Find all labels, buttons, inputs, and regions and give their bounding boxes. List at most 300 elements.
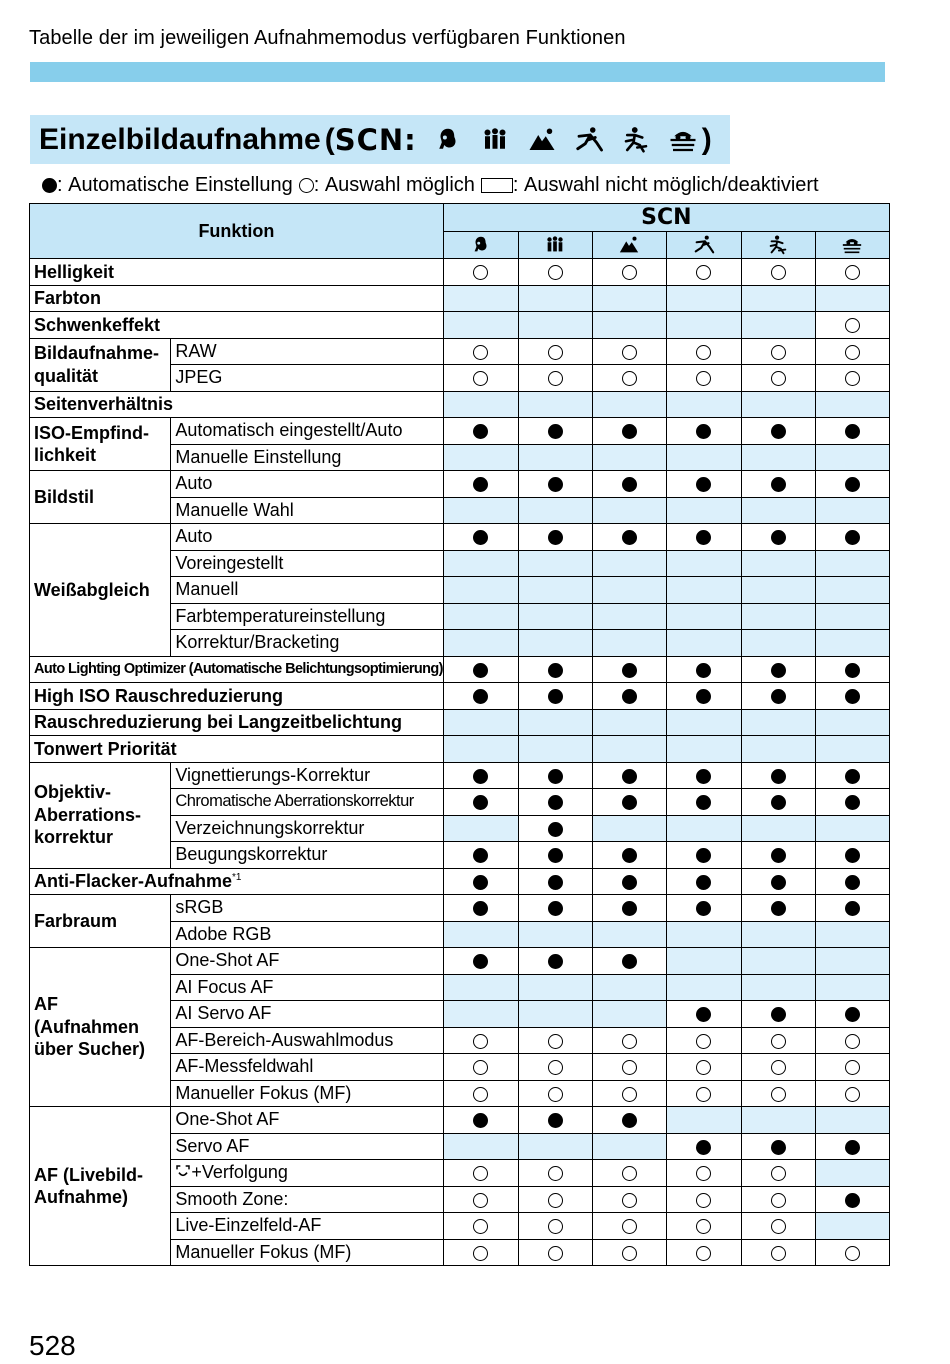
not-available-cell <box>815 285 889 312</box>
open-circle-icon <box>696 1166 711 1181</box>
selectable-cell <box>815 312 889 339</box>
sub-function-name: Voreingestellt <box>171 550 444 577</box>
table-row <box>30 338 890 365</box>
filled-dot-icon <box>622 954 637 969</box>
filled-dot-icon <box>622 1113 637 1128</box>
open-circle-icon <box>548 265 563 280</box>
filled-dot-icon <box>696 424 711 439</box>
filled-dot-icon <box>473 875 488 890</box>
open-circle-icon <box>473 1219 488 1234</box>
selectable-cell <box>592 259 666 286</box>
auto-cell <box>666 1133 741 1160</box>
not-available-cell <box>518 603 592 630</box>
auto-cell <box>815 524 889 551</box>
table-row <box>30 285 890 312</box>
filled-dot-icon <box>622 795 637 810</box>
not-available-cell <box>443 603 518 630</box>
legend-colon-3: : <box>512 174 525 196</box>
not-available-cell <box>666 550 741 577</box>
not-available-cell <box>815 1107 889 1134</box>
filled-dot-icon <box>696 477 711 492</box>
selectable-cell <box>741 338 815 365</box>
running-title: Tabelle der im jeweiligen Aufnahmemodus verfügbaren Funktionen <box>29 27 626 49</box>
not-available-cell <box>815 630 889 657</box>
selectable-cell <box>518 365 592 392</box>
open-circle-icon <box>473 1193 488 1208</box>
auto-cell <box>815 656 889 683</box>
sub-function-name: Beugungskorrektur <box>171 842 444 869</box>
filled-dot-icon <box>473 848 488 863</box>
selectable-cell <box>741 1213 815 1240</box>
selectable-cell <box>518 1080 592 1107</box>
group-photo-icon <box>480 125 510 155</box>
not-available-cell <box>518 1133 592 1160</box>
filled-dot-icon <box>845 689 860 704</box>
auto-cell <box>518 842 592 869</box>
filled-dot-icon <box>622 530 637 545</box>
open-circle-icon <box>771 1166 786 1181</box>
auto-cell <box>815 842 889 869</box>
auto-cell <box>592 895 666 922</box>
panning-icon <box>668 125 698 155</box>
filled-dot-icon <box>548 769 563 784</box>
auto-cell <box>741 1133 815 1160</box>
open-circle-icon <box>845 1246 860 1261</box>
auto-cell <box>666 895 741 922</box>
not-available-cell <box>592 974 666 1001</box>
filled-dot-icon <box>696 848 711 863</box>
not-available-cell <box>741 1107 815 1134</box>
sports-icon <box>693 234 715 256</box>
auto-cell <box>518 895 592 922</box>
not-available-cell <box>518 550 592 577</box>
open-circle-icon <box>473 345 488 360</box>
filled-dot-icon <box>845 663 860 678</box>
not-available-cell <box>592 312 666 339</box>
sub-function-name: Smooth Zone: <box>171 1186 444 1213</box>
filled-dot-icon <box>771 530 786 545</box>
auto-cell <box>741 895 815 922</box>
not-available-cell <box>592 577 666 604</box>
filled-dot-icon <box>771 795 786 810</box>
not-available-cell <box>741 709 815 736</box>
function-group-name: Bildstil <box>30 471 171 524</box>
auto-cell <box>815 762 889 789</box>
not-available-cell <box>815 709 889 736</box>
open-circle-icon <box>622 1060 637 1075</box>
selectable-cell <box>666 259 741 286</box>
filled-dot-icon <box>845 875 860 890</box>
header-row-1 <box>30 204 890 232</box>
not-available-cell <box>443 921 518 948</box>
selectable-cell <box>518 338 592 365</box>
auto-cell <box>443 683 518 710</box>
auto-cell <box>518 524 592 551</box>
auto-cell <box>518 868 592 895</box>
open-circle-icon <box>771 1060 786 1075</box>
sub-function-name: AF-Messfeldwahl <box>171 1054 444 1081</box>
sub-function-name: Manuelle Einstellung <box>171 444 444 471</box>
function-name: Rauschreduzierung bei Langzeitbelichtung <box>30 709 444 736</box>
function-name <box>30 868 444 895</box>
table-row <box>30 391 890 418</box>
kids-icon <box>621 125 651 155</box>
not-available-cell <box>741 603 815 630</box>
selectable-cell <box>815 1054 889 1081</box>
filled-dot-icon <box>622 663 637 678</box>
not-available-cell <box>666 815 741 842</box>
auto-cell <box>518 471 592 498</box>
function-name: Tonwert Priorität <box>30 736 444 763</box>
selectable-cell <box>592 1054 666 1081</box>
auto-cell <box>741 789 815 816</box>
not-available-cell <box>443 285 518 312</box>
filled-dot-icon <box>473 901 488 916</box>
sub-function-name: Verzeichnungskorrektur <box>171 815 444 842</box>
table-row <box>30 868 890 895</box>
not-available-cell <box>592 444 666 471</box>
filled-dot-icon <box>771 848 786 863</box>
not-available-cell <box>443 1133 518 1160</box>
not-available-cell <box>741 577 815 604</box>
not-available-cell <box>666 1107 741 1134</box>
open-circle-icon <box>548 1219 563 1234</box>
mode-column-header <box>666 232 741 259</box>
open-circle-icon <box>548 1060 563 1075</box>
not-available-cell <box>741 736 815 763</box>
filled-dot-icon <box>771 901 786 916</box>
auto-cell <box>443 656 518 683</box>
function-group-name: AF (Aufnahmen über Sucher) <box>30 948 171 1107</box>
auto-cell <box>592 868 666 895</box>
filled-dot-icon <box>473 1113 488 1128</box>
not-available-cell <box>815 497 889 524</box>
auto-cell <box>741 524 815 551</box>
open-circle-icon <box>622 345 637 360</box>
open-circle-icon <box>473 1087 488 1102</box>
filled-dot-icon <box>622 875 637 890</box>
not-available-cell <box>741 974 815 1001</box>
not-available-cell <box>518 312 592 339</box>
open-circle-icon <box>622 1166 637 1181</box>
open-circle-icon <box>771 1219 786 1234</box>
not-available-cell <box>815 550 889 577</box>
filled-dot-icon <box>473 954 488 969</box>
not-available-cell <box>666 312 741 339</box>
not-available-cell <box>443 312 518 339</box>
not-available-cell <box>815 948 889 975</box>
not-available-cell <box>443 391 518 418</box>
selectable-cell <box>741 259 815 286</box>
not-available-cell <box>518 1001 592 1028</box>
header-band <box>30 62 885 82</box>
auto-cell <box>666 656 741 683</box>
not-available-cell <box>666 285 741 312</box>
section-title: Einzelbildaufnahme <box>39 122 321 156</box>
not-available-cell <box>443 815 518 842</box>
not-available-cell <box>815 815 889 842</box>
open-circle-icon <box>845 345 860 360</box>
header-function: Funktion <box>30 204 444 259</box>
auto-cell <box>592 683 666 710</box>
table-row <box>30 1107 890 1134</box>
auto-cell <box>592 1107 666 1134</box>
landscape-icon <box>618 234 640 256</box>
sub-function-name: sRGB <box>171 895 444 922</box>
selectable-cell <box>518 1239 592 1266</box>
sub-function-name: Chromatische Aberrationskorrektur <box>171 789 444 816</box>
open-circle-icon <box>473 265 488 280</box>
filled-dot-icon <box>548 424 563 439</box>
not-available-cell <box>518 444 592 471</box>
filled-dot-icon <box>845 795 860 810</box>
not-available-cell <box>666 974 741 1001</box>
sub-function-text: +Verfolgung <box>191 1162 288 1183</box>
table-row <box>30 895 890 922</box>
open-circle-icon <box>548 1087 563 1102</box>
filled-dot-icon <box>845 1140 860 1155</box>
auto-cell <box>815 683 889 710</box>
selectable-cell <box>741 1160 815 1187</box>
auto-cell <box>666 471 741 498</box>
footnote-marker: *1 <box>232 872 242 883</box>
table-row <box>30 524 890 551</box>
filled-dot-icon <box>473 424 488 439</box>
table-row <box>30 259 890 286</box>
filled-dot-icon <box>696 663 711 678</box>
open-circle-icon <box>548 1246 563 1261</box>
open-circle-icon <box>696 1246 711 1261</box>
function-name: Farbton <box>30 285 444 312</box>
auto-cell <box>666 789 741 816</box>
open-circle-icon <box>771 1087 786 1102</box>
function-name: Helligkeit <box>30 259 444 286</box>
auto-cell <box>666 842 741 869</box>
open-circle-icon <box>622 1034 637 1049</box>
not-available-cell <box>666 736 741 763</box>
selectable-cell <box>666 1027 741 1054</box>
auto-cell <box>518 789 592 816</box>
open-circle-icon <box>696 371 711 386</box>
not-available-cell <box>666 577 741 604</box>
sub-function-name: AI Servo AF <box>171 1001 444 1028</box>
not-available-cell <box>443 577 518 604</box>
filled-dot-icon <box>622 477 637 492</box>
open-circle-icon <box>622 371 637 386</box>
legend-colon-1: : <box>57 174 69 196</box>
sub-function-name: One-Shot AF <box>171 1107 444 1134</box>
filled-dot-icon <box>845 1193 860 1208</box>
selectable-cell <box>741 365 815 392</box>
filled-dot-icon <box>696 769 711 784</box>
not-available-cell <box>741 391 815 418</box>
table-body <box>30 259 890 1266</box>
not-available-cell <box>815 1160 889 1187</box>
filled-dot-icon <box>696 795 711 810</box>
portrait-icon <box>433 125 463 155</box>
filled-dot-icon <box>696 901 711 916</box>
selectable-cell <box>666 1054 741 1081</box>
selectable-cell <box>666 1239 741 1266</box>
selectable-cell <box>518 1186 592 1213</box>
selectable-cell <box>815 365 889 392</box>
filled-dot-icon <box>696 1007 711 1022</box>
filled-dot-icon <box>845 901 860 916</box>
auto-cell <box>443 789 518 816</box>
close-paren: ) <box>701 122 712 156</box>
auto-cell <box>592 524 666 551</box>
function-group-name: Weißabgleich <box>30 524 171 657</box>
selectable-cell <box>815 259 889 286</box>
open-circle-icon <box>845 1034 860 1049</box>
not-available-cell <box>666 603 741 630</box>
mode-column-header <box>815 232 889 259</box>
open-circle-icon <box>548 1034 563 1049</box>
not-available-cell <box>741 312 815 339</box>
filled-dot-icon <box>473 663 488 678</box>
not-available-cell <box>815 736 889 763</box>
selectable-cell <box>741 1027 815 1054</box>
empty-box-icon <box>481 178 513 193</box>
not-available-cell <box>443 630 518 657</box>
sub-function-name: RAW <box>171 338 444 365</box>
filled-dot-icon <box>771 769 786 784</box>
selectable-cell <box>592 1213 666 1240</box>
open-circle-icon <box>622 1246 637 1261</box>
auto-cell <box>815 868 889 895</box>
auto-cell <box>815 1001 889 1028</box>
selectable-cell <box>443 1213 518 1240</box>
scn-mode-icons <box>433 125 698 155</box>
auto-cell <box>592 789 666 816</box>
auto-cell <box>443 471 518 498</box>
not-available-cell <box>443 974 518 1001</box>
mode-column-header <box>518 232 592 259</box>
selectable-cell <box>518 1213 592 1240</box>
sub-function-name: AF-Bereich-Auswahlmodus <box>171 1027 444 1054</box>
sub-function-name: Farbtemperatureinstellung <box>171 603 444 630</box>
not-available-cell <box>666 391 741 418</box>
not-available-cell <box>443 736 518 763</box>
auto-cell <box>741 471 815 498</box>
function-name: Auto Lighting Optimizer (Automatische Belichtungsoptimierung) <box>30 656 444 683</box>
not-available-cell <box>518 577 592 604</box>
not-available-cell <box>443 497 518 524</box>
not-available-cell <box>518 497 592 524</box>
selectable-cell <box>666 338 741 365</box>
table-row <box>30 683 890 710</box>
header-scn: SCN <box>443 204 889 232</box>
legend-auto-text: Automatische Einstellung <box>68 174 293 196</box>
panning-icon <box>841 234 863 256</box>
filled-dot-icon <box>845 1007 860 1022</box>
function-group-name: Farbraum <box>30 895 171 948</box>
auto-cell <box>815 789 889 816</box>
not-available-cell <box>741 630 815 657</box>
not-available-cell <box>443 550 518 577</box>
selectable-cell <box>592 1160 666 1187</box>
open-circle-icon <box>845 1087 860 1102</box>
selectable-cell <box>443 365 518 392</box>
selectable-cell <box>815 1080 889 1107</box>
not-available-cell <box>518 285 592 312</box>
not-available-cell <box>741 921 815 948</box>
auto-cell <box>443 524 518 551</box>
selectable-cell <box>592 1080 666 1107</box>
selectable-cell <box>592 338 666 365</box>
auto-cell <box>518 762 592 789</box>
filled-dot-icon <box>548 795 563 810</box>
selectable-cell <box>666 1080 741 1107</box>
auto-cell <box>518 1107 592 1134</box>
section-heading <box>30 115 730 164</box>
mode-column-header <box>443 232 518 259</box>
filled-dot-icon <box>845 424 860 439</box>
filled-dot-icon <box>696 530 711 545</box>
auto-cell <box>741 656 815 683</box>
auto-cell <box>815 471 889 498</box>
table-row <box>30 762 890 789</box>
filled-dot-icon <box>845 848 860 863</box>
not-available-cell <box>815 1213 889 1240</box>
auto-cell <box>815 1186 889 1213</box>
table-row <box>30 656 890 683</box>
selectable-cell <box>592 365 666 392</box>
not-available-cell <box>815 391 889 418</box>
filled-dot-icon <box>622 769 637 784</box>
filled-dot-icon <box>42 178 57 193</box>
open-circle-icon <box>473 1166 488 1181</box>
selectable-cell <box>518 1160 592 1187</box>
auto-cell <box>518 418 592 445</box>
not-available-cell <box>443 1001 518 1028</box>
auto-cell <box>741 683 815 710</box>
not-available-cell <box>741 444 815 471</box>
filled-dot-icon <box>771 477 786 492</box>
sub-function-name: Auto <box>171 471 444 498</box>
open-circle-icon <box>771 345 786 360</box>
not-available-cell <box>592 391 666 418</box>
open-circle-icon <box>845 371 860 386</box>
not-available-cell <box>815 921 889 948</box>
filled-dot-icon <box>771 1007 786 1022</box>
not-available-cell <box>815 577 889 604</box>
filled-dot-icon <box>696 1140 711 1155</box>
filled-dot-icon <box>473 795 488 810</box>
not-available-cell <box>592 603 666 630</box>
legend-selectable-text: Auswahl möglich <box>324 174 475 196</box>
sub-function-name: Auto <box>171 524 444 551</box>
not-available-cell <box>815 603 889 630</box>
selectable-cell <box>518 1027 592 1054</box>
open-circle-icon <box>771 1034 786 1049</box>
auto-cell <box>741 418 815 445</box>
open-circle-icon <box>771 1246 786 1261</box>
auto-cell <box>815 1133 889 1160</box>
auto-cell <box>741 1001 815 1028</box>
filled-dot-icon <box>771 424 786 439</box>
filled-dot-icon <box>622 424 637 439</box>
auto-cell <box>443 868 518 895</box>
selectable-cell <box>443 1160 518 1187</box>
sub-function-name: Korrektur/Bracketing <box>171 630 444 657</box>
not-available-cell <box>666 921 741 948</box>
filled-dot-icon <box>548 875 563 890</box>
auto-cell <box>815 895 889 922</box>
open-circle-icon <box>299 178 314 193</box>
sub-function-name: Servo AF <box>171 1133 444 1160</box>
not-available-cell <box>592 921 666 948</box>
